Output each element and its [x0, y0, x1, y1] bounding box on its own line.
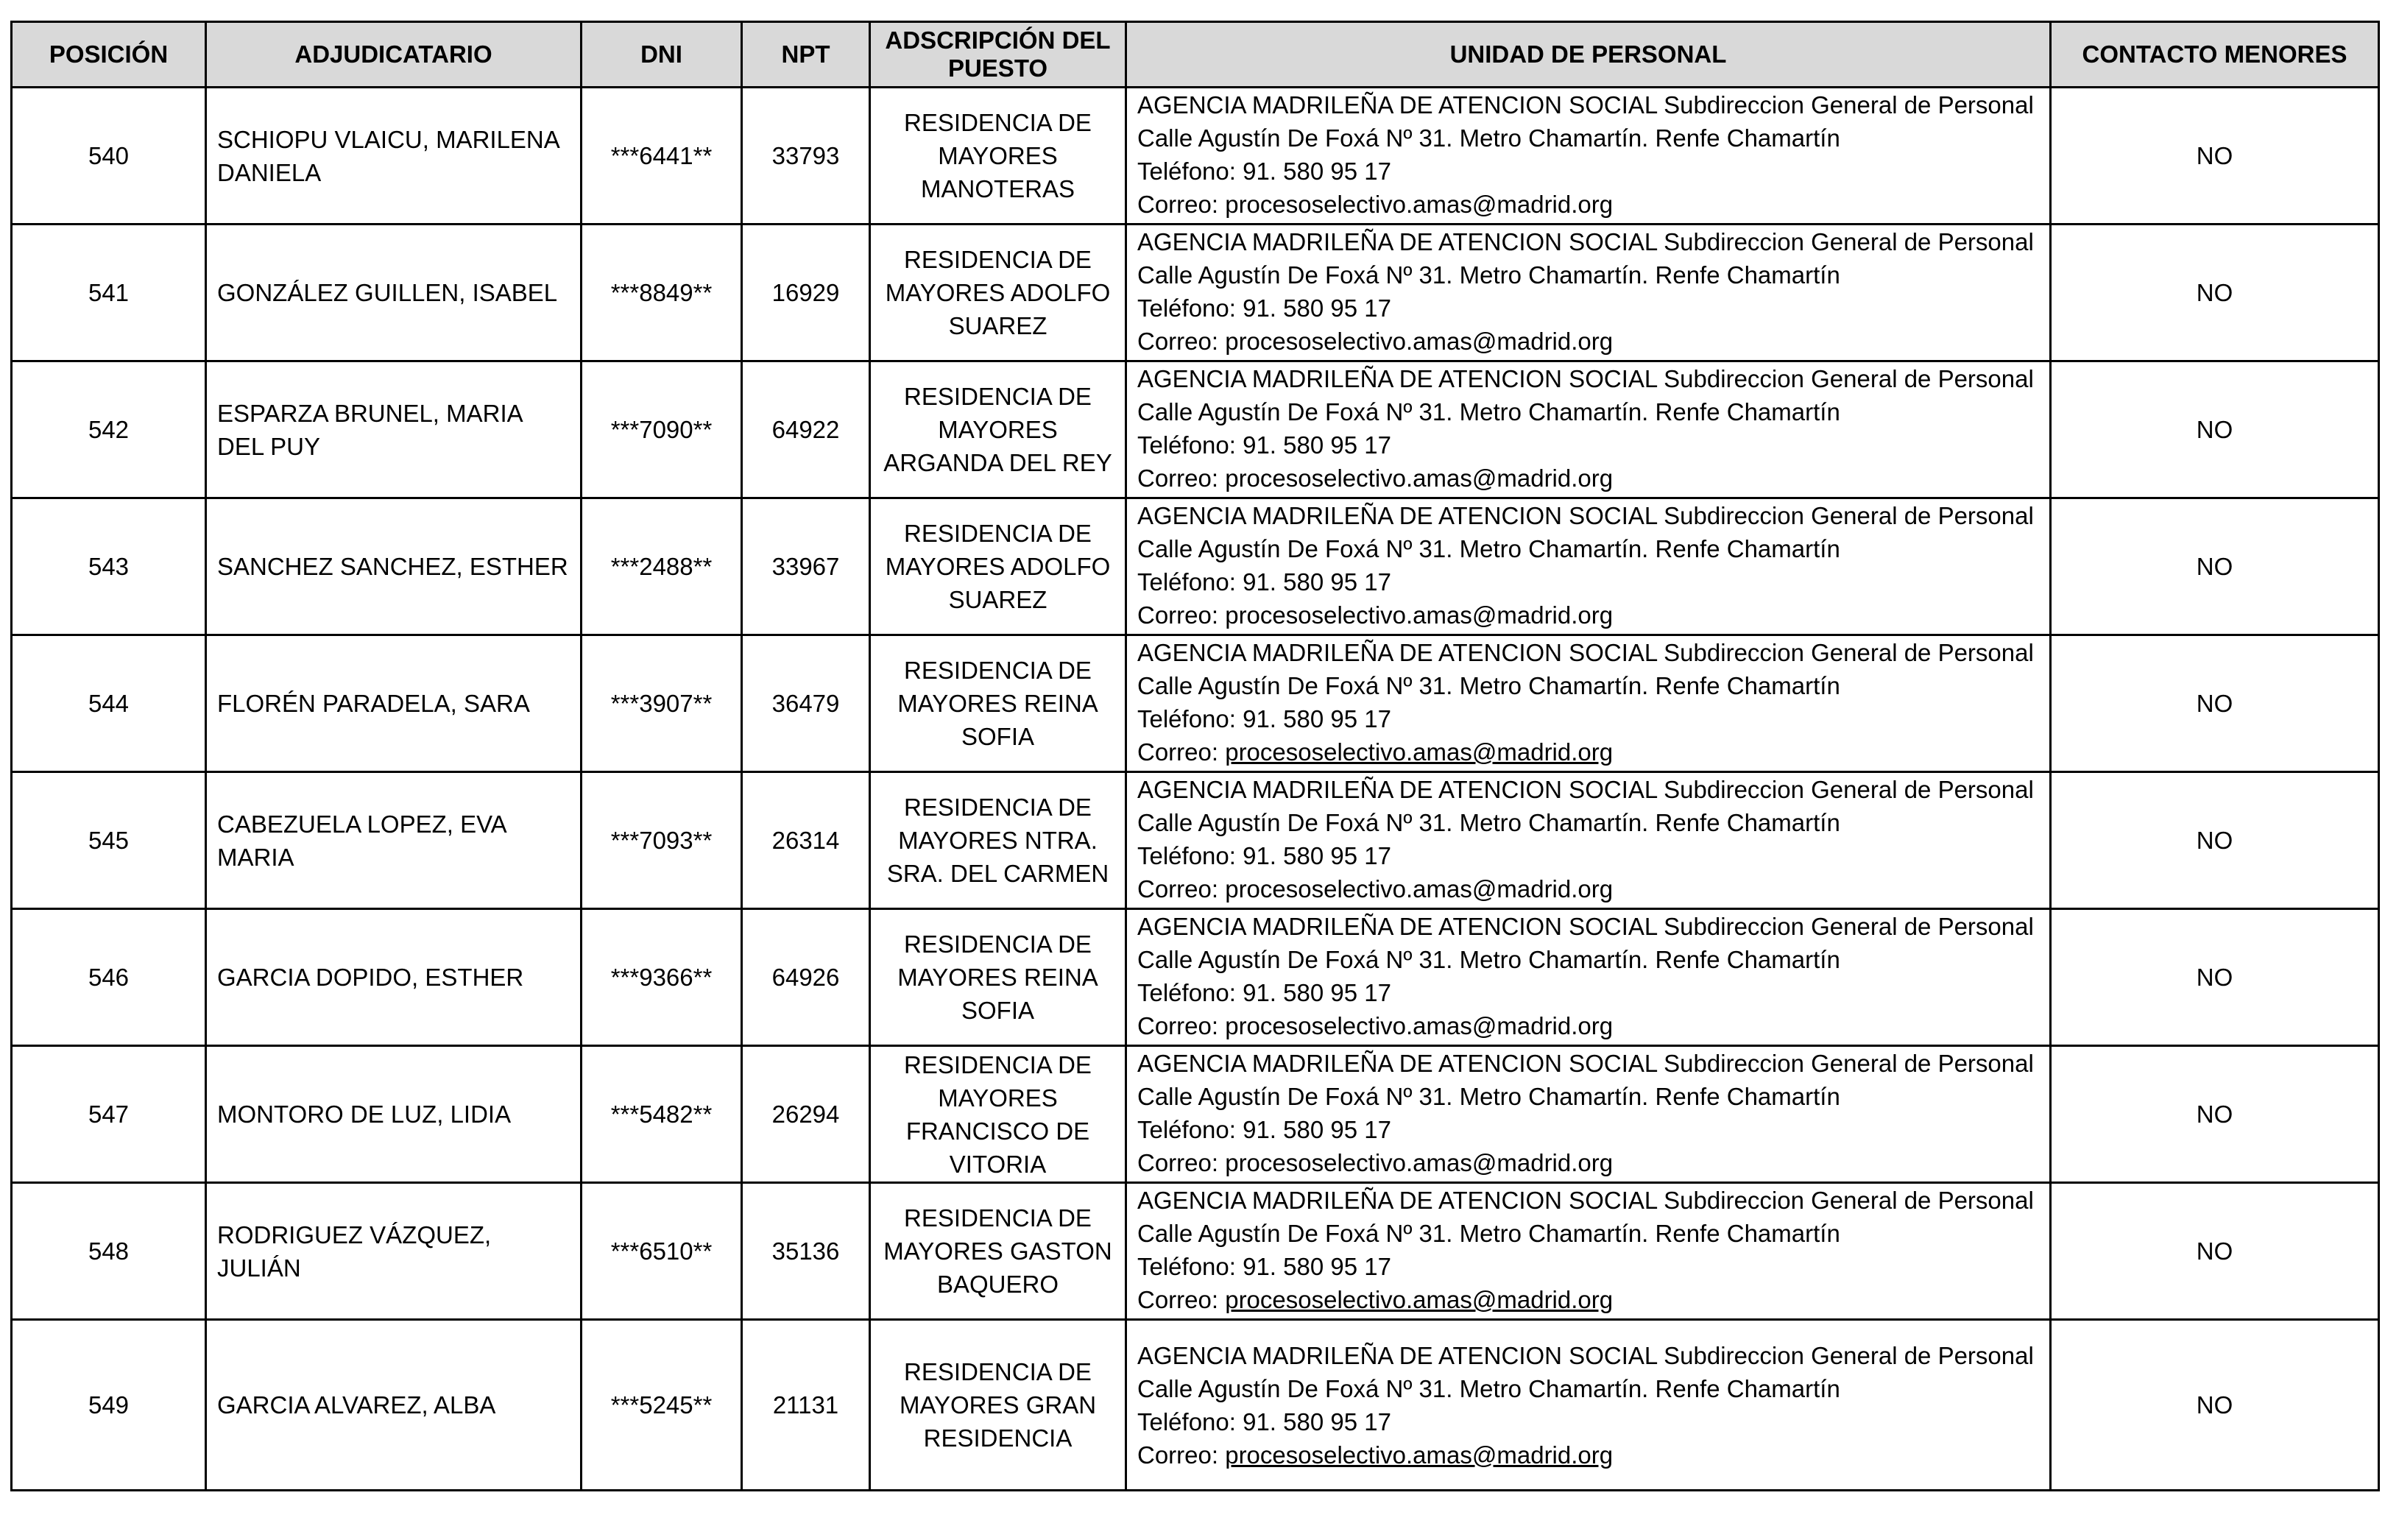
header-adjudicatario: ADJUDICATARIO	[206, 22, 582, 88]
adjudicatario-cell: MONTORO DE LUZ, LIDIA	[206, 1046, 582, 1183]
header-dni: DNI	[582, 22, 742, 88]
correo-label: Correo:	[1137, 191, 1226, 218]
npt-cell: 64926	[742, 909, 870, 1046]
unidad-correo-line	[1137, 1146, 2039, 1179]
npt-cell: 36479	[742, 635, 870, 772]
contacto-menores-cell: NO	[2051, 88, 2379, 225]
dni-cell: ***6441**	[582, 88, 742, 225]
header-npt: NPT	[742, 22, 870, 88]
correo-label: Correo:	[1137, 875, 1226, 903]
adjudicatario-cell: GARCIA DOPIDO, ESTHER	[206, 909, 582, 1046]
correo-label: Correo:	[1137, 1149, 1226, 1176]
unidad-line2: Calle Agustín De Foxá Nº 31. Metro Chamartín. Renfe Chamartín	[1137, 672, 1840, 699]
dni-cell: ***6510**	[582, 1183, 742, 1320]
unidad-line3: Teléfono: 91. 580 95 17	[1137, 1116, 1391, 1143]
unidad-personal-cell	[1126, 772, 2051, 909]
contacto-menores-cell: NO	[2051, 1046, 2379, 1183]
contacto-menores-cell: NO	[2051, 225, 2379, 361]
posicion-cell: 546	[12, 909, 206, 1046]
posicion-cell: 541	[12, 225, 206, 361]
adscripcion-cell: RESIDENCIA DE MAYORES ADOLFO SUAREZ	[870, 225, 1126, 361]
table-row	[12, 498, 2379, 635]
adjudicaciones-table	[10, 21, 2380, 1491]
correo-label: Correo:	[1137, 1286, 1226, 1313]
table-row	[12, 635, 2379, 772]
dni-cell: ***9366**	[582, 909, 742, 1046]
adscripcion-cell: RESIDENCIA DE MAYORES FRANCISCO DE VITORIA	[870, 1046, 1126, 1183]
unidad-line1: AGENCIA MADRILEÑA DE ATENCION SOCIAL Subdireccion General de Personal	[1137, 502, 2034, 529]
unidad-line1: AGENCIA MADRILEÑA DE ATENCION SOCIAL Subdireccion General de Personal	[1137, 91, 2034, 119]
contacto-menores-cell: NO	[2051, 1320, 2379, 1491]
posicion-cell: 545	[12, 772, 206, 909]
unidad-correo-line	[1137, 1283, 2039, 1316]
unidad-line2: Calle Agustín De Foxá Nº 31. Metro Chamartín. Renfe Chamartín	[1137, 1083, 1840, 1110]
unidad-line3: Teléfono: 91. 580 95 17	[1137, 294, 1391, 322]
correo-email-link[interactable]: procesoselectivo.amas@madrid.org	[1225, 465, 1614, 492]
correo-label: Correo:	[1137, 738, 1226, 766]
adscripcion-cell: RESIDENCIA DE MAYORES REINA SOFIA	[870, 635, 1126, 772]
adscripcion-cell: RESIDENCIA DE MAYORES MANOTERAS	[870, 88, 1126, 225]
npt-cell: 21131	[742, 1320, 870, 1491]
correo-email-link[interactable]: procesoselectivo.amas@madrid.org	[1225, 738, 1614, 766]
unidad-line3: Teléfono: 91. 580 95 17	[1137, 1253, 1391, 1280]
unidad-correo-line	[1137, 1438, 2039, 1472]
correo-label: Correo:	[1137, 1012, 1226, 1039]
table-row	[12, 909, 2379, 1046]
unidad-line2: Calle Agustín De Foxá Nº 31. Metro Chamartín. Renfe Chamartín	[1137, 124, 1840, 152]
dni-cell: ***7093**	[582, 772, 742, 909]
header-adscripcion: ADSCRIPCIÓN DEL PUESTO	[870, 22, 1126, 88]
npt-cell: 16929	[742, 225, 870, 361]
adscripcion-cell: RESIDENCIA DE MAYORES REINA SOFIA	[870, 909, 1126, 1046]
dni-cell: ***3907**	[582, 635, 742, 772]
header-posicion: POSICIÓN	[12, 22, 206, 88]
contacto-menores-cell: NO	[2051, 635, 2379, 772]
unidad-line1: AGENCIA MADRILEÑA DE ATENCION SOCIAL Subdireccion General de Personal	[1137, 365, 2034, 392]
unidad-line3: Teléfono: 91. 580 95 17	[1137, 842, 1391, 869]
unidad-correo-line	[1137, 325, 2039, 358]
unidad-line1: AGENCIA MADRILEÑA DE ATENCION SOCIAL Subdireccion General de Personal	[1137, 913, 2034, 940]
unidad-personal-cell	[1126, 88, 2051, 225]
table-row	[12, 88, 2379, 225]
correo-email-link[interactable]: procesoselectivo.amas@madrid.org	[1225, 875, 1614, 903]
correo-email-link[interactable]: procesoselectivo.amas@madrid.org	[1225, 1441, 1614, 1469]
unidad-personal-cell	[1126, 361, 2051, 498]
table-row	[12, 225, 2379, 361]
unidad-line3: Teléfono: 91. 580 95 17	[1137, 568, 1391, 596]
posicion-cell: 548	[12, 1183, 206, 1320]
npt-cell: 26294	[742, 1046, 870, 1183]
adjudicatario-cell: CABEZUELA LOPEZ, EVA MARIA	[206, 772, 582, 909]
unidad-line1: AGENCIA MADRILEÑA DE ATENCION SOCIAL Subdireccion General de Personal	[1137, 1187, 2034, 1214]
unidad-line2: Calle Agustín De Foxá Nº 31. Metro Chamartín. Renfe Chamartín	[1137, 535, 1840, 562]
unidad-line2: Calle Agustín De Foxá Nº 31. Metro Chamartín. Renfe Chamartín	[1137, 398, 1840, 425]
unidad-correo-line	[1137, 462, 2039, 495]
table-row	[12, 1183, 2379, 1320]
unidad-line2: Calle Agustín De Foxá Nº 31. Metro Chamartín. Renfe Chamartín	[1137, 946, 1840, 973]
correo-email-link[interactable]: procesoselectivo.amas@madrid.org	[1225, 1149, 1614, 1176]
correo-email-link[interactable]: procesoselectivo.amas@madrid.org	[1225, 328, 1614, 355]
unidad-correo-line	[1137, 872, 2039, 905]
correo-label: Correo:	[1137, 601, 1226, 629]
contacto-menores-cell: NO	[2051, 909, 2379, 1046]
npt-cell: 64922	[742, 361, 870, 498]
contacto-menores-cell: NO	[2051, 1183, 2379, 1320]
npt-cell: 26314	[742, 772, 870, 909]
unidad-line2: Calle Agustín De Foxá Nº 31. Metro Chamartín. Renfe Chamartín	[1137, 809, 1840, 836]
adscripcion-cell: RESIDENCIA DE MAYORES NTRA. SRA. DEL CARMEN	[870, 772, 1126, 909]
unidad-line3: Teléfono: 91. 580 95 17	[1137, 1407, 1391, 1435]
correo-email-link[interactable]: procesoselectivo.amas@madrid.org	[1225, 601, 1614, 629]
posicion-cell: 549	[12, 1320, 206, 1491]
unidad-line2: Calle Agustín De Foxá Nº 31. Metro Chamartín. Renfe Chamartín	[1137, 261, 1840, 289]
npt-cell: 35136	[742, 1183, 870, 1320]
adjudicatario-cell: GARCIA ALVAREZ, ALBA	[206, 1320, 582, 1491]
unidad-line2: Calle Agustín De Foxá Nº 31. Metro Chamartín. Renfe Chamartín	[1137, 1374, 1840, 1402]
adjudicatario-cell: GONZÁLEZ GUILLEN, ISABEL	[206, 225, 582, 361]
unidad-line1: AGENCIA MADRILEÑA DE ATENCION SOCIAL Subdireccion General de Personal	[1137, 1341, 2034, 1369]
unidad-personal-cell	[1126, 1320, 2051, 1491]
npt-cell: 33793	[742, 88, 870, 225]
posicion-cell: 547	[12, 1046, 206, 1183]
posicion-cell: 544	[12, 635, 206, 772]
unidad-personal-cell	[1126, 225, 2051, 361]
dni-cell: ***5245**	[582, 1320, 742, 1491]
correo-email-link[interactable]: procesoselectivo.amas@madrid.org	[1225, 1012, 1614, 1039]
unidad-personal-cell	[1126, 1183, 2051, 1320]
header-row	[12, 22, 2379, 88]
adjudicatario-cell: RODRIGUEZ VÁZQUEZ, JULIÁN	[206, 1183, 582, 1320]
unidad-line3: Teléfono: 91. 580 95 17	[1137, 979, 1391, 1006]
unidad-line3: Teléfono: 91. 580 95 17	[1137, 705, 1391, 732]
adscripcion-cell: RESIDENCIA DE MAYORES GASTON BAQUERO	[870, 1183, 1126, 1320]
correo-label: Correo:	[1137, 1441, 1226, 1469]
correo-email-link[interactable]: procesoselectivo.amas@madrid.org	[1225, 191, 1614, 218]
unidad-personal-cell	[1126, 909, 2051, 1046]
contacto-menores-cell: NO	[2051, 498, 2379, 635]
table-row	[12, 361, 2379, 498]
adscripcion-cell: RESIDENCIA DE MAYORES ARGANDA DEL REY	[870, 361, 1126, 498]
header-contacto: CONTACTO MENORES	[2051, 22, 2379, 88]
posicion-cell: 542	[12, 361, 206, 498]
correo-label: Correo:	[1137, 328, 1226, 355]
contacto-menores-cell: NO	[2051, 361, 2379, 498]
unidad-line2: Calle Agustín De Foxá Nº 31. Metro Chamartín. Renfe Chamartín	[1137, 1220, 1840, 1247]
unidad-correo-line	[1137, 735, 2039, 769]
dni-cell: ***7090**	[582, 361, 742, 498]
unidad-line1: AGENCIA MADRILEÑA DE ATENCION SOCIAL Subdireccion General de Personal	[1137, 776, 2034, 803]
dni-cell: ***8849**	[582, 225, 742, 361]
contacto-menores-cell: NO	[2051, 772, 2379, 909]
dni-cell: ***5482**	[582, 1046, 742, 1183]
unidad-line1: AGENCIA MADRILEÑA DE ATENCION SOCIAL Subdireccion General de Personal	[1137, 639, 2034, 666]
adscripcion-cell: RESIDENCIA DE MAYORES GRAN RESIDENCIA	[870, 1320, 1126, 1491]
table-row	[12, 772, 2379, 909]
adjudicatario-cell: SCHIOPU VLAICU, MARILENA DANIELA	[206, 88, 582, 225]
adjudicatario-cell: FLORÉN PARADELA, SARA	[206, 635, 582, 772]
posicion-cell: 543	[12, 498, 206, 635]
table-row	[12, 1320, 2379, 1491]
adjudicatario-cell: SANCHEZ SANCHEZ, ESTHER	[206, 498, 582, 635]
correo-label: Correo:	[1137, 465, 1226, 492]
dni-cell: ***2488**	[582, 498, 742, 635]
adjudicatario-cell: ESPARZA BRUNEL, MARIA DEL PUY	[206, 361, 582, 498]
unidad-line3: Teléfono: 91. 580 95 17	[1137, 431, 1391, 459]
table-row	[12, 1046, 2379, 1183]
unidad-correo-line	[1137, 188, 2039, 221]
unidad-personal-cell	[1126, 1046, 2051, 1183]
unidad-line3: Teléfono: 91. 580 95 17	[1137, 158, 1391, 185]
unidad-personal-cell	[1126, 498, 2051, 635]
unidad-correo-line	[1137, 1009, 2039, 1042]
unidad-line1: AGENCIA MADRILEÑA DE ATENCION SOCIAL Subdireccion General de Personal	[1137, 228, 2034, 255]
posicion-cell: 540	[12, 88, 206, 225]
npt-cell: 33967	[742, 498, 870, 635]
adscripcion-cell: RESIDENCIA DE MAYORES ADOLFO SUAREZ	[870, 498, 1126, 635]
header-unidad: UNIDAD DE PERSONAL	[1126, 22, 2051, 88]
correo-email-link[interactable]: procesoselectivo.amas@madrid.org	[1225, 1286, 1614, 1313]
unidad-line1: AGENCIA MADRILEÑA DE ATENCION SOCIAL Subdireccion General de Personal	[1137, 1050, 2034, 1077]
unidad-correo-line	[1137, 598, 2039, 632]
unidad-personal-cell	[1126, 635, 2051, 772]
